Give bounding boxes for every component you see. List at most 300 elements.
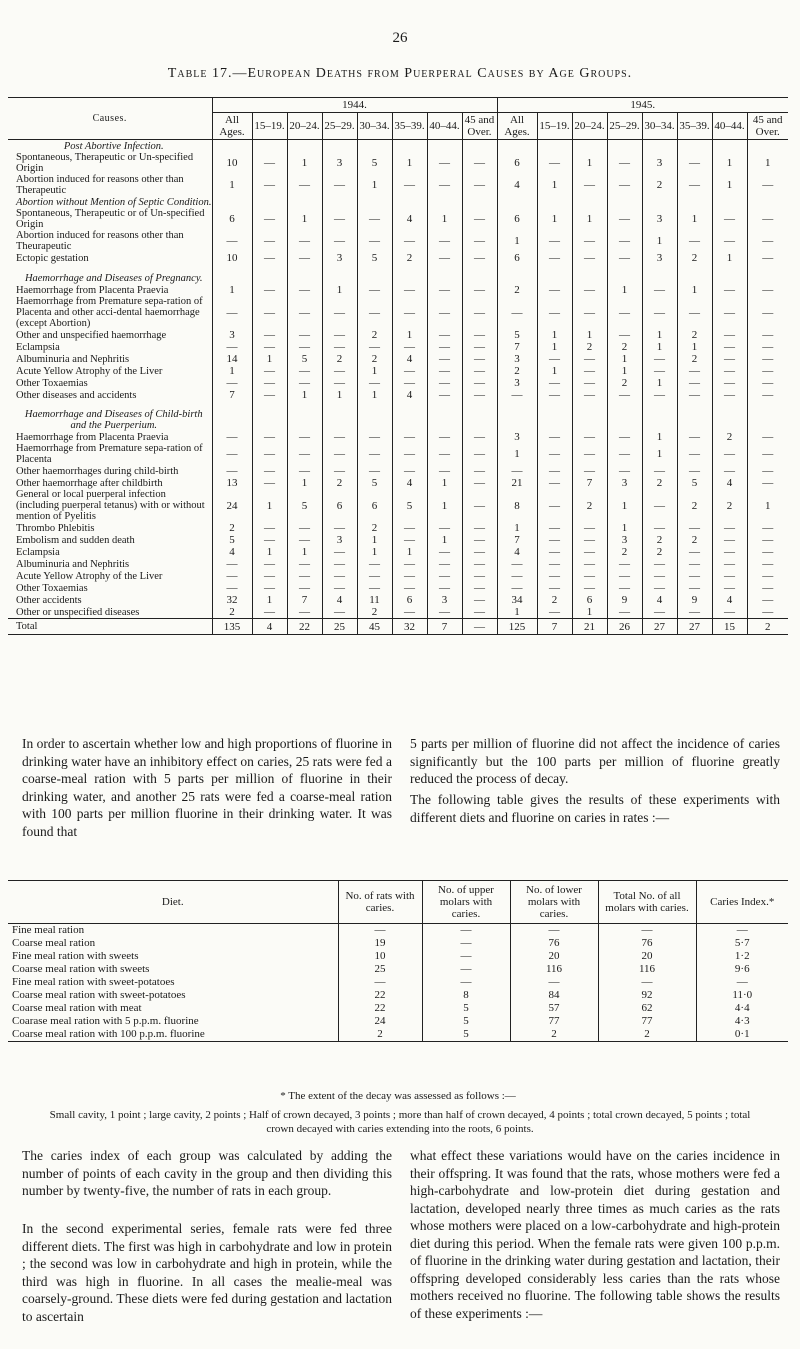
value-cell: 2 — [677, 329, 712, 341]
value-cell: 0·1 — [696, 1028, 788, 1042]
value-cell: 13 — [212, 477, 252, 489]
value-cell — [677, 264, 712, 272]
paragraph-second-series: In the second experimental series, female rats were fed three different diets. The first was high in carbohydrate and low in protein ; the second was low in carbohydrate and high in protein, while the third was high in fluorine. In all cases the mealie-meal was coarsely-ground. These diets were fed during gestation and lactation to ascertain — [22, 1221, 392, 1324]
value-cell — [252, 401, 287, 409]
value-cell: — — [712, 329, 747, 341]
value-cell: — — [322, 570, 357, 582]
value-cell: — — [212, 341, 252, 353]
value-cell: — — [252, 443, 287, 465]
year-header-1945: 1945. — [497, 98, 788, 113]
value-cell: — — [427, 252, 462, 264]
value-cell: — — [462, 606, 497, 619]
cause-label: Eclampsia — [16, 546, 60, 558]
value-cell — [287, 264, 322, 272]
value-cell: — — [747, 341, 788, 353]
value-cell — [537, 196, 572, 208]
value-cell: — — [287, 558, 322, 570]
value-cell: 9 — [607, 594, 642, 606]
value-cell: 32 — [212, 594, 252, 606]
value-cell: — — [462, 534, 497, 546]
value-cell: — — [712, 546, 747, 558]
diet-label: Coarse meal ration with sweets — [12, 963, 150, 975]
value-cell: — — [322, 546, 357, 558]
value-cell — [642, 140, 677, 153]
value-cell — [212, 196, 252, 208]
paragraph-fluorine-result: 5 parts per million of fluorine did not affect the incidence of caries significantly but the 100 parts per million of fluorine greatly reduced the process of decay. — [410, 736, 780, 786]
value-cell: 1 — [642, 431, 677, 443]
value-cell — [712, 272, 747, 284]
value-cell — [607, 264, 642, 272]
value-cell: 7 — [497, 341, 537, 353]
value-cell: — — [537, 522, 572, 534]
value-cell: — — [747, 465, 788, 477]
value-cell: — — [677, 582, 712, 594]
value-cell — [677, 140, 712, 153]
value-cell — [392, 140, 427, 153]
value-cell: — — [392, 377, 427, 389]
value-cell: 22 — [338, 989, 422, 1002]
value-cell: — — [392, 443, 427, 465]
value-cell: 4 — [642, 594, 677, 606]
table-row — [8, 377, 788, 389]
value-cell: 3 — [497, 377, 537, 389]
value-cell: 6 — [572, 594, 607, 606]
value-cell: — — [252, 522, 287, 534]
value-cell: 3 — [212, 329, 252, 341]
value-cell: — — [537, 443, 572, 465]
value-cell: 1 — [427, 208, 462, 230]
value-cell: 1 — [642, 443, 677, 465]
value-cell: — — [392, 522, 427, 534]
value-cell: 76 — [598, 937, 696, 950]
value-cell: 1 — [357, 534, 392, 546]
value-cell: — — [747, 174, 788, 196]
table-row — [8, 465, 788, 477]
value-cell: 5 — [287, 353, 322, 365]
value-cell: 10 — [212, 152, 252, 174]
value-cell — [252, 196, 287, 208]
value-cell: 25 — [338, 963, 422, 976]
value-cell: 2 — [357, 606, 392, 619]
table-row — [8, 558, 788, 570]
age-group-header: 20–24. — [287, 113, 322, 140]
value-cell: — — [252, 208, 287, 230]
value-cell: 1 — [642, 341, 677, 353]
value-cell: — — [712, 341, 747, 353]
value-cell: 2 — [598, 1028, 696, 1042]
value-cell: — — [322, 174, 357, 196]
value-cell: — — [462, 341, 497, 353]
value-cell: 1 — [252, 546, 287, 558]
value-cell: 5 — [212, 534, 252, 546]
diet-table-header: Diet. — [8, 881, 338, 924]
value-cell: 24 — [338, 1015, 422, 1028]
value-cell: — — [642, 489, 677, 522]
value-cell — [252, 140, 287, 153]
value-cell: — — [252, 329, 287, 341]
value-cell — [287, 272, 322, 284]
diet-label: Fine meal ration — [12, 924, 85, 936]
value-cell: — — [696, 976, 788, 989]
value-cell: — — [287, 570, 322, 582]
value-cell: 1 — [357, 365, 392, 377]
value-cell: 7 — [212, 389, 252, 401]
value-cell: — — [607, 389, 642, 401]
value-cell: 5 — [357, 477, 392, 489]
value-cell: — — [252, 465, 287, 477]
value-cell: — — [747, 377, 788, 389]
value-cell: — — [747, 431, 788, 443]
value-cell — [747, 401, 788, 409]
value-cell — [642, 401, 677, 409]
value-cell: 24 — [212, 489, 252, 522]
value-cell: — — [677, 606, 712, 619]
page-number: 26 — [392, 30, 408, 46]
value-cell: — — [712, 606, 747, 619]
value-cell — [677, 196, 712, 208]
value-cell: — — [427, 558, 462, 570]
value-cell: — — [572, 296, 607, 329]
table-row — [8, 489, 788, 522]
cause-label: Abortion induced for reasons other than Therapeutic — [16, 174, 184, 196]
value-cell: 3 — [497, 353, 537, 365]
value-cell: — — [252, 570, 287, 582]
cause-label: Other accidents — [16, 594, 82, 606]
value-cell — [357, 401, 392, 409]
value-cell: — — [572, 558, 607, 570]
value-cell: 5 — [392, 489, 427, 522]
value-cell: — — [287, 606, 322, 619]
value-cell: — — [462, 546, 497, 558]
value-cell: — — [712, 353, 747, 365]
value-cell — [572, 409, 607, 431]
value-cell — [607, 401, 642, 409]
value-cell: — — [392, 465, 427, 477]
value-cell: — — [212, 465, 252, 477]
table-row — [8, 924, 788, 938]
value-cell — [537, 140, 572, 153]
value-cell: 2 — [357, 353, 392, 365]
cause-label — [8, 264, 212, 272]
value-cell: 2 — [607, 341, 642, 353]
value-cell: — — [747, 443, 788, 465]
value-cell: 3 — [427, 594, 462, 606]
value-cell: — — [252, 152, 287, 174]
value-cell: — — [287, 431, 322, 443]
value-cell: 4·4 — [696, 1002, 788, 1015]
value-cell: 27 — [642, 619, 677, 635]
value-cell — [642, 196, 677, 208]
value-cell: — — [252, 389, 287, 401]
value-cell — [392, 409, 427, 431]
value-cell — [497, 196, 537, 208]
value-cell: — — [287, 296, 322, 329]
value-cell — [427, 401, 462, 409]
value-cell: 1 — [322, 284, 357, 296]
value-cell: 3 — [642, 252, 677, 264]
value-cell: — — [510, 976, 598, 989]
value-cell: — — [392, 582, 427, 594]
table-row — [8, 264, 788, 272]
age-group-header: 20–24. — [572, 113, 607, 140]
value-cell — [572, 196, 607, 208]
value-cell: — — [642, 606, 677, 619]
value-cell: — — [252, 296, 287, 329]
table-title: Table 17.—European Deaths from Puerperal Causes by Age Groups. — [167, 66, 633, 81]
value-cell: — — [462, 570, 497, 582]
value-cell: — — [427, 296, 462, 329]
value-cell — [322, 401, 357, 409]
value-cell: — — [422, 950, 510, 963]
value-cell: 1 — [287, 389, 322, 401]
value-cell: 62 — [598, 1002, 696, 1015]
cause-label: Haemorrhage from Premature sepa-ration of Placenta and other acci-dental haemorrhage (except Abortion) — [16, 296, 203, 329]
value-cell: 5 — [677, 477, 712, 489]
value-cell: — — [427, 174, 462, 196]
value-cell: 1 — [537, 329, 572, 341]
cause-label: Spontaneous, Therapeutic or of Un-specified Origin — [16, 208, 205, 230]
value-cell: 2 — [322, 477, 357, 489]
value-cell: 3 — [642, 208, 677, 230]
value-cell — [252, 409, 287, 431]
cause-label: Other Toxaemias — [16, 377, 88, 389]
value-cell — [252, 264, 287, 272]
value-cell: 1 — [537, 341, 572, 353]
value-cell: 20 — [510, 950, 598, 963]
cause-label: Embolism and sudden death — [16, 534, 135, 546]
table-row — [8, 950, 788, 963]
value-cell — [322, 264, 357, 272]
value-cell: 4 — [392, 353, 427, 365]
value-cell: — — [747, 546, 788, 558]
value-cell: — — [322, 606, 357, 619]
value-cell — [747, 264, 788, 272]
value-cell: — — [252, 174, 287, 196]
value-cell: 1 — [212, 365, 252, 377]
value-cell — [497, 409, 537, 431]
value-cell: 1 — [287, 152, 322, 174]
value-cell: 1 — [497, 443, 537, 465]
age-group-header: 15–19. — [252, 113, 287, 140]
value-cell: 2 — [677, 252, 712, 264]
value-cell: 22 — [287, 619, 322, 635]
value-cell: — — [427, 230, 462, 252]
value-cell — [712, 401, 747, 409]
value-cell: 19 — [338, 937, 422, 950]
value-cell: — — [537, 230, 572, 252]
value-cell: — — [712, 570, 747, 582]
value-cell: 21 — [497, 477, 537, 489]
value-cell: 1 — [497, 230, 537, 252]
value-cell: — — [537, 296, 572, 329]
value-cell: — — [572, 570, 607, 582]
section-heading: Haemorrhage and Diseases of Pregnancy. — [24, 272, 203, 284]
cause-label: Other haemorrhages during child-birth — [16, 465, 179, 477]
cause-label: Spontaneous, Therapeutic or Un-specified Origin — [16, 152, 194, 174]
value-cell: — — [462, 489, 497, 522]
value-cell — [537, 409, 572, 431]
value-cell: 1 — [427, 489, 462, 522]
value-cell: — — [212, 443, 252, 465]
value-cell: 1 — [572, 208, 607, 230]
diet-table-header: Caries Index.* — [696, 881, 788, 924]
value-cell: 125 — [497, 619, 537, 635]
value-cell: — — [287, 252, 322, 264]
value-cell: 2 — [357, 329, 392, 341]
cause-label: Acute Yellow Atrophy of the Liver — [16, 570, 163, 582]
value-cell: — — [427, 152, 462, 174]
value-cell: — — [392, 341, 427, 353]
value-cell: — — [462, 389, 497, 401]
value-cell: 3 — [322, 152, 357, 174]
value-cell — [287, 196, 322, 208]
value-cell: — — [322, 558, 357, 570]
table-row — [8, 606, 788, 619]
value-cell: — — [642, 353, 677, 365]
value-cell — [497, 401, 537, 409]
value-cell: 21 — [572, 619, 607, 635]
value-cell: — — [537, 465, 572, 477]
value-cell — [462, 401, 497, 409]
value-cell: 15 — [712, 619, 747, 635]
value-cell: — — [427, 284, 462, 296]
value-cell: — — [607, 465, 642, 477]
cause-label: Haemorrhage from Placenta Praevia — [16, 431, 169, 443]
value-cell: 5 — [287, 489, 322, 522]
value-cell: — — [427, 443, 462, 465]
table-row — [8, 989, 788, 1002]
paragraph-caries-index: The caries index of each group was calculated by adding the number of points of each cavity in the group and then dividing this number by twenty-five, the number of rats in each group. — [22, 1148, 392, 1198]
value-cell: — — [712, 296, 747, 329]
value-cell: — — [677, 558, 712, 570]
value-cell: 1 — [252, 594, 287, 606]
table-row — [8, 329, 788, 341]
value-cell: — — [537, 252, 572, 264]
value-cell: 1 — [497, 606, 537, 619]
value-cell: — — [357, 582, 392, 594]
value-cell: — — [712, 582, 747, 594]
value-cell: — — [497, 465, 537, 477]
value-cell: — — [322, 296, 357, 329]
value-cell: 1 — [537, 174, 572, 196]
value-cell: 8 — [422, 989, 510, 1002]
value-cell: — — [537, 546, 572, 558]
cause-label: Other diseases and accidents — [16, 389, 137, 401]
value-cell: 5 — [497, 329, 537, 341]
cause-label: General or local puerperal infection (including puerperal tetanus) with or without mention of Pyelitis — [16, 489, 205, 522]
value-cell: 1 — [287, 208, 322, 230]
table-row — [8, 534, 788, 546]
value-cell: — — [712, 389, 747, 401]
value-cell: 4 — [322, 594, 357, 606]
value-cell: 2 — [677, 534, 712, 546]
value-cell: — — [537, 534, 572, 546]
value-cell — [642, 409, 677, 431]
value-cell: 3 — [607, 477, 642, 489]
value-cell: — — [747, 365, 788, 377]
value-cell: — — [287, 522, 322, 534]
value-cell: — — [392, 431, 427, 443]
value-cell: 2 — [212, 522, 252, 534]
age-group-header: 30–34. — [642, 113, 677, 140]
table-row — [8, 152, 788, 174]
table-row — [8, 546, 788, 558]
paragraph-table-intro: The following table gives the results of these experiments with different diets and fluorine on caries in rates :— — [410, 792, 780, 825]
value-cell — [607, 196, 642, 208]
value-cell — [322, 409, 357, 431]
diet-caries-table — [8, 880, 788, 1042]
value-cell: 3 — [497, 431, 537, 443]
diet-label: Coarase meal ration with 5 p.p.m. fluorine — [12, 1015, 199, 1027]
value-cell: — — [537, 431, 572, 443]
value-cell — [427, 140, 462, 153]
value-cell: 1 — [252, 489, 287, 522]
value-cell: 5 — [422, 1028, 510, 1042]
table-row — [8, 443, 788, 465]
value-cell: — — [287, 329, 322, 341]
value-cell: — — [642, 522, 677, 534]
value-cell: 1 — [212, 174, 252, 196]
paragraph-fluorine-experiment: In order to ascertain whether low and high proportions of fluorine in drinking water have an inhibitory effect on caries, 25 rats were fed a coarse-meal ration with 5 parts per million of fluorine in their drinking water, and another 25 rats were fed a coarse-meal ration with 100 parts per million fluorine in their drinking water. It was found that — [22, 736, 392, 839]
value-cell: 5 — [422, 1015, 510, 1028]
value-cell: 1 — [607, 284, 642, 296]
value-cell: — — [322, 341, 357, 353]
value-cell: — — [607, 558, 642, 570]
value-cell: 2 — [338, 1028, 422, 1042]
table-row — [8, 522, 788, 534]
value-cell — [392, 401, 427, 409]
value-cell: — — [642, 558, 677, 570]
value-cell: — — [252, 252, 287, 264]
value-cell: — — [712, 365, 747, 377]
value-cell: — — [572, 465, 607, 477]
value-cell: — — [392, 558, 427, 570]
value-cell: — — [427, 341, 462, 353]
value-cell: — — [712, 284, 747, 296]
diet-table-header: No. of upper molars with caries. — [422, 881, 510, 924]
year-header-1944: 1944. — [212, 98, 497, 113]
value-cell: — — [537, 284, 572, 296]
value-cell — [392, 264, 427, 272]
value-cell — [712, 140, 747, 153]
paragraph-offspring-effect: what effect these variations would have on the caries incidence in their offspring. It was found that the rats, whose mothers were fed a high-carbohydrate and low-protein diet during gestation and lactation, developed nearly three times as much caries as the rats whose mothers were placed on a low-carbohydrate and high-protein diet during this period. When the female rats were given 100 p.p.m. of fluorine in the drinking water during gestation and lactation, their offspring developed considerably less caries than the rats whose mothers received no fluorine. The following table shows the results of these experiments :— — [410, 1148, 780, 1321]
value-cell: 4 — [212, 546, 252, 558]
age-group-header: 25–29. — [322, 113, 357, 140]
value-cell: 1 — [747, 489, 788, 522]
value-cell: — — [462, 619, 497, 635]
value-cell: — — [357, 208, 392, 230]
value-cell: — — [252, 534, 287, 546]
value-cell — [427, 196, 462, 208]
value-cell: — — [427, 431, 462, 443]
value-cell: — — [212, 570, 252, 582]
value-cell: — — [252, 230, 287, 252]
value-cell: — — [607, 208, 642, 230]
value-cell: — — [497, 296, 537, 329]
value-cell: — — [747, 208, 788, 230]
value-cell — [427, 264, 462, 272]
total-row — [8, 619, 788, 635]
value-cell — [287, 140, 322, 153]
value-cell: 1 — [497, 522, 537, 534]
value-cell: — — [747, 570, 788, 582]
value-cell: — — [677, 365, 712, 377]
value-cell: — — [572, 377, 607, 389]
value-cell: 6 — [322, 489, 357, 522]
table-row — [8, 296, 788, 329]
value-cell: — — [572, 389, 607, 401]
table-row — [8, 174, 788, 196]
